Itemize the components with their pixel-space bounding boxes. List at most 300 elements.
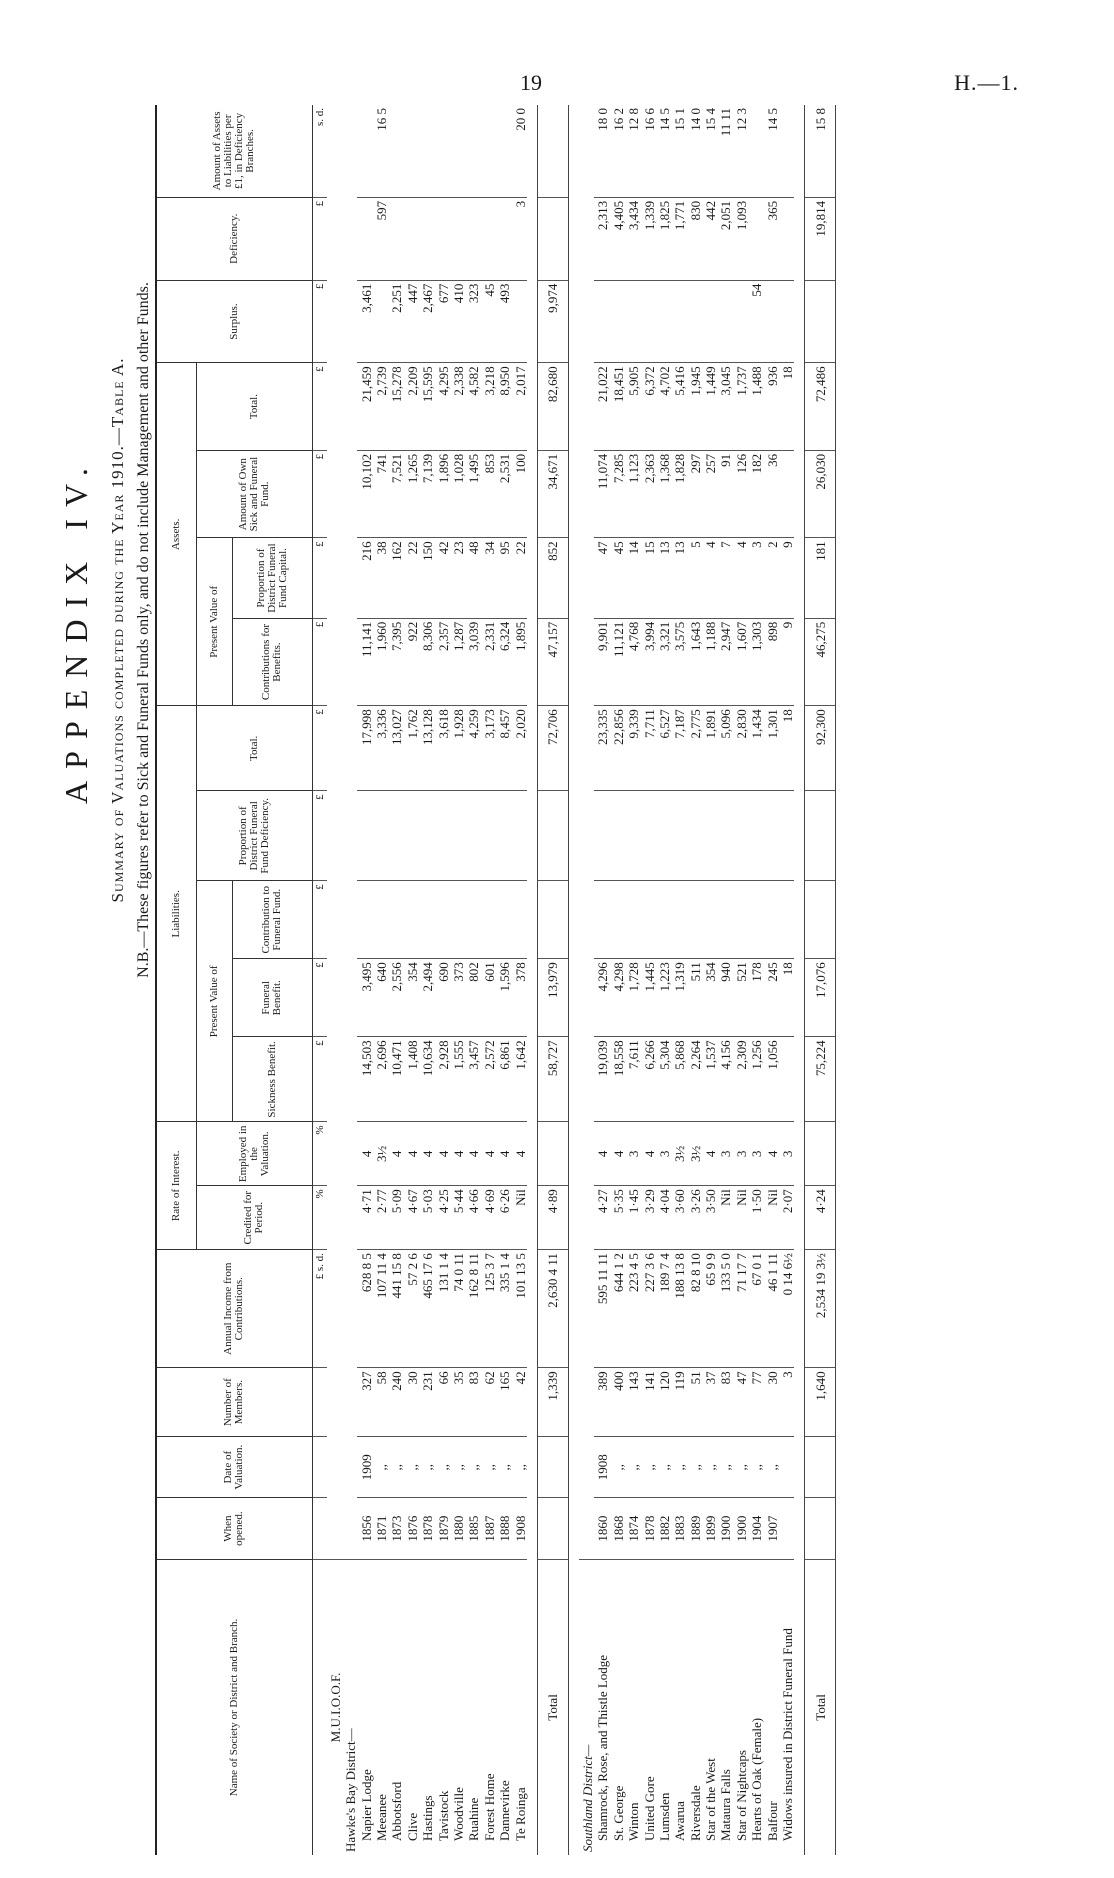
table-row [388, 105, 403, 1855]
table-cell: 6,861 [496, 1037, 511, 1122]
table-cell [537, 881, 568, 959]
col-date: Date of Valuation. [156, 1436, 312, 1497]
branch-name: Shamrock, Rose, and Thistle Lodge [595, 1654, 611, 1841]
table-cell [609, 881, 624, 959]
table-cell [748, 105, 763, 197]
table-cell [702, 280, 717, 363]
branch-name: Total [805, 1559, 836, 1855]
table-cell: 3,039 [465, 618, 480, 706]
table-cell: 1,123 [625, 450, 640, 538]
unit-cell: £ [312, 881, 327, 959]
table-cell: 11,141 [357, 618, 372, 706]
table-cell: 54 [748, 280, 763, 363]
table-cell: 2,264 [686, 1037, 701, 1122]
table-cell [496, 791, 511, 881]
table-cell: 1,928 [450, 706, 465, 791]
table-cell: 120 [656, 1368, 671, 1437]
table-cell: 1,408 [403, 1037, 418, 1122]
table-cell: 5·09 [388, 1186, 403, 1250]
table-cell: 23,335 [594, 706, 609, 791]
table-cell: 3,218 [480, 363, 495, 451]
table-cell: 1,319 [671, 959, 686, 1037]
table-cell: 4 [640, 1122, 655, 1186]
table-cell [403, 791, 418, 881]
table-cell: 19,814 [805, 197, 836, 280]
table-cell: 1,607 [732, 618, 747, 706]
table-cell [702, 791, 717, 881]
table-cell: 100 [511, 450, 526, 538]
table-cell: 7,395 [388, 618, 403, 706]
table-row [717, 105, 732, 1855]
table-cell: ,, [419, 1436, 434, 1497]
table-cell [450, 881, 465, 959]
table-cell: 1879 [434, 1498, 449, 1559]
table-cell: ,, [609, 1436, 624, 1497]
table-cell [357, 881, 372, 959]
table-row [496, 105, 511, 1855]
table-cell: 595 11 11 [594, 1250, 609, 1368]
table-cell [403, 105, 418, 197]
table-cell: 92,300 [805, 706, 836, 791]
table-cell: 1,434 [748, 706, 763, 791]
table-cell: 6,372 [640, 363, 655, 451]
table-cell: 4 [732, 538, 747, 618]
table-cell: 72,486 [805, 363, 836, 451]
table-cell: Nil [763, 1186, 778, 1250]
table-cell: 335 1 4 [496, 1250, 511, 1368]
table-cell: 2,775 [686, 706, 701, 791]
table-cell: Nil [511, 1186, 526, 1250]
table-cell: 389 [594, 1368, 609, 1437]
table-cell [609, 280, 624, 363]
table-cell: 898 [763, 618, 778, 706]
branch-name: Dannevirke [497, 1780, 513, 1841]
table-row [625, 105, 640, 1855]
table-cell: 1,642 [511, 1037, 526, 1122]
table-cell: 66 [434, 1368, 449, 1437]
group-liabilities: Liabilities. [156, 706, 196, 1122]
table-cell: 18 [779, 363, 794, 451]
table-cell [640, 280, 655, 363]
table-cell: 1907 [763, 1498, 778, 1559]
table-cell: 1,303 [748, 618, 763, 706]
table-cell [480, 881, 495, 959]
table-cell: 15 1 [671, 105, 686, 197]
table-cell: 3·50 [702, 1186, 717, 1250]
unit-cell [312, 1436, 327, 1497]
table-cell: 4 [496, 1122, 511, 1186]
table-cell: 3,461 [357, 280, 372, 363]
table-cell: 13,027 [388, 706, 403, 791]
table-cell: 3 [511, 197, 526, 280]
table-cell [537, 1436, 568, 1497]
table-cell [480, 105, 495, 197]
table-cell: 178 [748, 959, 763, 1037]
table-cell [419, 105, 434, 197]
table-cell: 9,339 [625, 706, 640, 791]
table-cell [748, 197, 763, 280]
table-cell: 830 [686, 197, 701, 280]
table-cell: 4 [357, 1122, 372, 1186]
table-cell [625, 280, 640, 363]
table-row [763, 105, 778, 1855]
table-cell [537, 197, 568, 280]
col-prop-def: Proportion of District Funeral Fund Deficiency. [196, 791, 312, 881]
unit-cell: £ [312, 706, 327, 791]
col-contrib-ben: Contributions for Benefits. [232, 618, 312, 706]
table-cell: 91 [717, 450, 732, 538]
table-cell: 182 [748, 450, 763, 538]
table-cell [496, 105, 511, 197]
table-cell: 101 13 5 [511, 1250, 526, 1368]
table-cell: 223 4 5 [625, 1250, 640, 1368]
table-cell: 62 [480, 1368, 495, 1437]
table-cell: 83 [717, 1368, 732, 1437]
unit-cell: £ [312, 1037, 327, 1122]
table-cell: ,, [496, 1436, 511, 1497]
table-cell: 4 [388, 1122, 403, 1186]
unit-cell: £ [312, 280, 327, 363]
table-cell: 11 11 [717, 105, 732, 197]
table-cell: 162 8 11 [465, 1250, 480, 1368]
table-cell: 2,209 [403, 363, 418, 451]
table-cell [763, 280, 778, 363]
table-cell: 1,028 [450, 450, 465, 538]
table-cell: 3½ [686, 1122, 701, 1186]
table-row [480, 105, 495, 1855]
table-cell: 4 [594, 1122, 609, 1186]
table-cell [357, 105, 372, 197]
branch-name: Meeanee [374, 1794, 390, 1841]
table-cell: ,, [640, 1436, 655, 1497]
branch-name: Star of Nightcaps [733, 1750, 749, 1841]
table-cell: 257 [702, 450, 717, 538]
table-cell: 7 [717, 538, 732, 618]
table-cell: 677 [434, 280, 449, 363]
table-cell: 2,017 [511, 363, 526, 451]
table-row [779, 105, 794, 1855]
table-cell [537, 1498, 568, 1559]
table-cell: 2,830 [732, 706, 747, 791]
table-cell: 1,495 [465, 450, 480, 538]
table-cell: 165 [496, 1368, 511, 1437]
table-row [609, 105, 624, 1855]
table-cell [434, 197, 449, 280]
table-cell [511, 280, 526, 363]
table-cell: 107 11 4 [373, 1250, 388, 1368]
unit-cell: £ s. d. [312, 1250, 327, 1368]
table-cell: 38 [373, 538, 388, 618]
table-cell: 34,671 [537, 450, 568, 538]
table-cell [373, 791, 388, 881]
table-cell: ,, [625, 1436, 640, 1497]
table-cell: 4·69 [480, 1186, 495, 1250]
table-cell [357, 197, 372, 280]
branch-name: Hearts of Oak (Female) [749, 1717, 765, 1841]
table-cell [388, 791, 403, 881]
table-cell: 1,537 [702, 1037, 717, 1122]
table-cell: 936 [763, 363, 778, 451]
table-cell: 245 [763, 959, 778, 1037]
table-cell: 1,368 [656, 450, 671, 538]
table-cell: 5·03 [419, 1186, 434, 1250]
table-row [671, 105, 686, 1855]
branch-name: United Gore [641, 1776, 657, 1841]
page-number: 19 [520, 70, 542, 95]
valuation-table [155, 105, 836, 1855]
table-row [702, 105, 717, 1855]
unit-cell: £ [312, 450, 327, 538]
col-contrib-ff: Contribution to Funeral Fund. [232, 881, 312, 959]
table-cell: 7,711 [640, 706, 655, 791]
table-cell: 15,595 [419, 363, 434, 451]
table-cell: 2,251 [388, 280, 403, 363]
table-cell: 2,630 4 11 [537, 1250, 568, 1368]
table-cell [388, 197, 403, 280]
table-cell: 441 15 8 [388, 1250, 403, 1368]
table-cell [805, 1122, 836, 1186]
table-cell: 36 [763, 450, 778, 538]
district-name: Southland District— [579, 1744, 595, 1852]
table-cell: ,, [671, 1436, 686, 1497]
col-assets-total: Total. [196, 363, 312, 451]
table-cell [403, 197, 418, 280]
table-cell: 5,096 [717, 706, 732, 791]
table-cell [748, 791, 763, 881]
table-cell: 119 [671, 1368, 686, 1437]
table-cell: 2·07 [779, 1186, 794, 1250]
table-cell: ,, [702, 1436, 717, 1497]
table-cell [388, 105, 403, 197]
table-cell: 231 [419, 1368, 434, 1437]
table-cell: 181 [805, 538, 836, 618]
table-cell: 365 [763, 197, 778, 280]
table-cell: 3,321 [656, 618, 671, 706]
table-cell: 3½ [671, 1122, 686, 1186]
table-row [373, 105, 388, 1855]
table-cell [496, 881, 511, 959]
table-cell: 2,696 [373, 1037, 388, 1122]
table-cell: 4 [450, 1122, 465, 1186]
table-cell: 2,947 [717, 618, 732, 706]
table-cell: 143 [625, 1368, 640, 1437]
col-opened: When opened. [156, 1498, 312, 1559]
branch-name: St. George [610, 1785, 626, 1841]
table-cell: 1856 [357, 1498, 372, 1559]
table-cell: 5,304 [656, 1037, 671, 1122]
table-cell: 1,223 [656, 959, 671, 1037]
table-cell: 4 [434, 1122, 449, 1186]
table-cell: 42 [434, 538, 449, 618]
table-cell: 14,503 [357, 1037, 372, 1122]
table-row [732, 105, 747, 1855]
unit-cell: £ [312, 959, 327, 1037]
table-cell: 15,278 [388, 363, 403, 451]
table-cell: 1,895 [511, 618, 526, 706]
table-cell: 1876 [403, 1498, 418, 1559]
table-cell: ,, [656, 1436, 671, 1497]
branch-name: Ruahine [466, 1797, 482, 1841]
table-cell: 1,188 [702, 618, 717, 706]
table-cell [732, 791, 747, 881]
group-assets: Assets. [156, 363, 196, 706]
branch-name: Awarua [672, 1801, 688, 1841]
group-rate: Rate of Interest. [156, 1122, 196, 1250]
table-cell [511, 881, 526, 959]
table-cell: 1,737 [732, 363, 747, 451]
table-cell: 131 1 4 [434, 1250, 449, 1368]
table-cell: 1·50 [748, 1186, 763, 1250]
branch-name: Star of the West [703, 1758, 719, 1841]
unit-cell [312, 1498, 327, 1559]
table-cell: 30 [403, 1368, 418, 1437]
table-cell: 16 6 [640, 105, 655, 197]
table-row [357, 105, 372, 1855]
table-cell: 1,056 [763, 1037, 778, 1122]
table-cell: ,, [480, 1436, 495, 1497]
table-cell: 1,960 [373, 618, 388, 706]
table-cell: 5·35 [609, 1186, 624, 1250]
table-cell [537, 1122, 568, 1186]
table-cell: 48 [465, 538, 480, 618]
branch-name: Clive [404, 1812, 420, 1841]
table-cell [388, 881, 403, 959]
table-cell: 1,945 [686, 363, 701, 451]
table-cell: 3,434 [625, 197, 640, 280]
table-cell: 2,051 [717, 197, 732, 280]
table-cell: 940 [717, 959, 732, 1037]
table-cell: 4,259 [465, 706, 480, 791]
table-cell: ,, [732, 1436, 747, 1497]
table-cell: 4 [403, 1122, 418, 1186]
branch-name: Abbotsford [389, 1781, 405, 1841]
branch-name: Mataura Falls [718, 1769, 734, 1841]
table-cell: 13,128 [419, 706, 434, 791]
table-cell: 1904 [748, 1498, 763, 1559]
col-def-per-pound: Amount of Assets to Liabilities per £1, in Deficiency Branches. [156, 105, 312, 197]
table-cell: 2,928 [434, 1037, 449, 1122]
table-body [312, 105, 836, 1855]
table-cell: 21,459 [357, 363, 372, 451]
table-cell [465, 197, 480, 280]
table-cell: 2·77 [373, 1186, 388, 1250]
table-cell [450, 791, 465, 881]
table-cell [748, 881, 763, 959]
table-cell: 45 [480, 280, 495, 363]
table-cell [779, 105, 794, 197]
table-cell: 1,449 [702, 363, 717, 451]
col-employed: Employed in the Valuation. [196, 1122, 312, 1186]
table-cell [656, 881, 671, 959]
table-cell: 3·60 [671, 1186, 686, 1250]
table-cell: 2,494 [419, 959, 434, 1037]
table-cell: 354 [403, 959, 418, 1037]
col-funeral: Funeral Benefit. [232, 959, 312, 1037]
table-cell: 5·44 [450, 1186, 465, 1250]
table-cell: 852 [537, 538, 568, 618]
unit-cell: £ [312, 618, 327, 706]
unit-cell: s. d. [312, 105, 327, 197]
table-cell: 8,950 [496, 363, 511, 451]
table-cell: 521 [732, 959, 747, 1037]
table-cell [779, 280, 794, 363]
unit-cell: £ [312, 791, 327, 881]
table-cell: 922 [403, 618, 418, 706]
table-cell: 82,680 [537, 363, 568, 451]
table-cell [671, 791, 686, 881]
table-cell: 3·29 [640, 1186, 655, 1250]
spacer-row [794, 105, 805, 1855]
table-cell: 1,828 [671, 450, 686, 538]
table-cell: 1882 [656, 1498, 671, 1559]
table-cell: 493 [496, 280, 511, 363]
table-cell: 3 [748, 538, 763, 618]
table-cell [625, 791, 640, 881]
table-cell: 1899 [702, 1498, 717, 1559]
table-cell: 3 [717, 1122, 732, 1186]
table-cell: 18 [779, 959, 794, 1037]
table-cell: 47,157 [537, 618, 568, 706]
table-cell: 46 1 11 [763, 1250, 778, 1368]
col-members: Number of Members. [156, 1368, 312, 1437]
table-cell: ,, [373, 1436, 388, 1497]
table-cell: 7,187 [671, 706, 686, 791]
table-cell: 3,045 [717, 363, 732, 451]
spacer-row [568, 105, 579, 1855]
table-cell [732, 881, 747, 959]
branch-name: Napier Lodge [358, 1769, 374, 1841]
table-cell [450, 197, 465, 280]
table-cell: 35 [450, 1368, 465, 1437]
table-cell: 7,285 [609, 450, 624, 538]
table-cell: 188 13 8 [671, 1250, 686, 1368]
table-cell: 4·67 [403, 1186, 418, 1250]
table-cell: 15 [640, 538, 655, 618]
table-cell: ,, [465, 1436, 480, 1497]
col-prop-cap: Proportion of District Funeral Fund Capital. [232, 538, 312, 618]
table-cell [434, 881, 449, 959]
table-cell: ,, [403, 1436, 418, 1497]
table-cell: 640 [373, 959, 388, 1037]
table-cell: 51 [686, 1368, 701, 1437]
table-cell: 2,363 [640, 450, 655, 538]
table-cell: 34 [480, 538, 495, 618]
table-cell [656, 280, 671, 363]
table-cell: ,, [763, 1436, 778, 1497]
table-cell: ,, [450, 1436, 465, 1497]
table-cell: 1873 [388, 1498, 403, 1559]
table-cell [625, 881, 640, 959]
table-cell: 22 [511, 538, 526, 618]
table-cell: 3 [779, 1122, 794, 1186]
table-cell: 3,336 [373, 706, 388, 791]
table-cell: 13 [671, 538, 686, 618]
table-cell: 1,301 [763, 706, 778, 791]
table-cell: 7,139 [419, 450, 434, 538]
table-cell: 1,596 [496, 959, 511, 1037]
table-cell: 4 [419, 1122, 434, 1186]
society-name: M.U.I.O.O.F. [327, 1672, 343, 1743]
table-cell: 4·71 [357, 1186, 372, 1250]
table-cell [465, 105, 480, 197]
table-cell [779, 1037, 794, 1122]
unit-cell [312, 1368, 327, 1437]
table-cell: 4 [609, 1122, 624, 1186]
table-cell: 853 [480, 450, 495, 538]
table-cell: 30 [763, 1368, 778, 1437]
table-cell: 1,339 [640, 197, 655, 280]
table-cell: 3½ [373, 1122, 388, 1186]
